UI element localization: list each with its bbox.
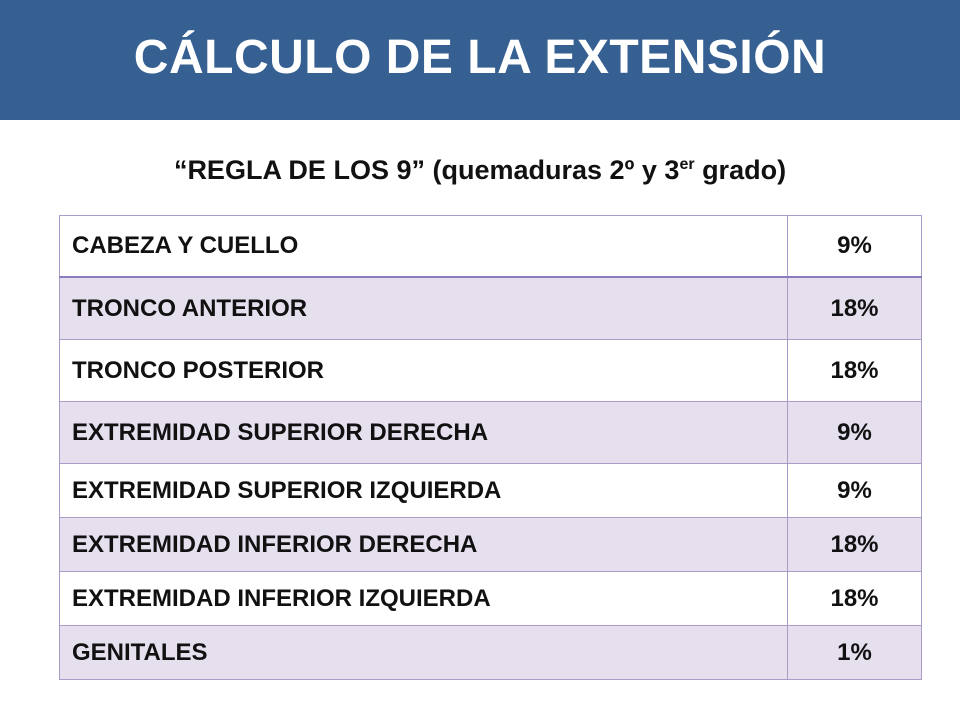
row-value: 1% [788,626,922,680]
table-row [60,340,922,402]
table-row [60,626,922,680]
row-value: 18% [788,277,922,340]
row-value: 9% [788,464,922,518]
row-label: GENITALES [60,626,788,680]
row-label: TRONCO POSTERIOR [60,340,788,402]
row-value: 18% [788,572,922,626]
row-label: EXTREMIDAD SUPERIOR IZQUIERDA [60,464,788,518]
subtitle-superscript: er [679,156,695,173]
table-row [60,572,922,626]
row-label: TRONCO ANTERIOR [60,277,788,340]
row-value: 9% [788,402,922,464]
row-label: EXTREMIDAD SUPERIOR DERECHA [60,402,788,464]
row-label: EXTREMIDAD INFERIOR IZQUIERDA [60,572,788,626]
subtitle-tail: grado) [694,155,787,185]
table-row [60,518,922,572]
row-value: 18% [788,340,922,402]
table-row [60,402,922,464]
row-label: EXTREMIDAD INFERIOR DERECHA [60,518,788,572]
page-title: CÁLCULO DE LA EXTENSIÓN [133,30,827,84]
table-row [60,464,922,518]
row-value: 9% [788,216,922,278]
header-band [0,0,960,120]
subtitle [0,155,960,186]
subtitle-main: “REGLA DE LOS 9” (quemaduras 2º y 3 [173,155,680,185]
row-value: 18% [788,518,922,572]
table-row [60,277,922,340]
table-row [60,216,922,278]
row-label: CABEZA Y CUELLO [60,216,788,278]
burn-percentage-table [59,215,921,680]
